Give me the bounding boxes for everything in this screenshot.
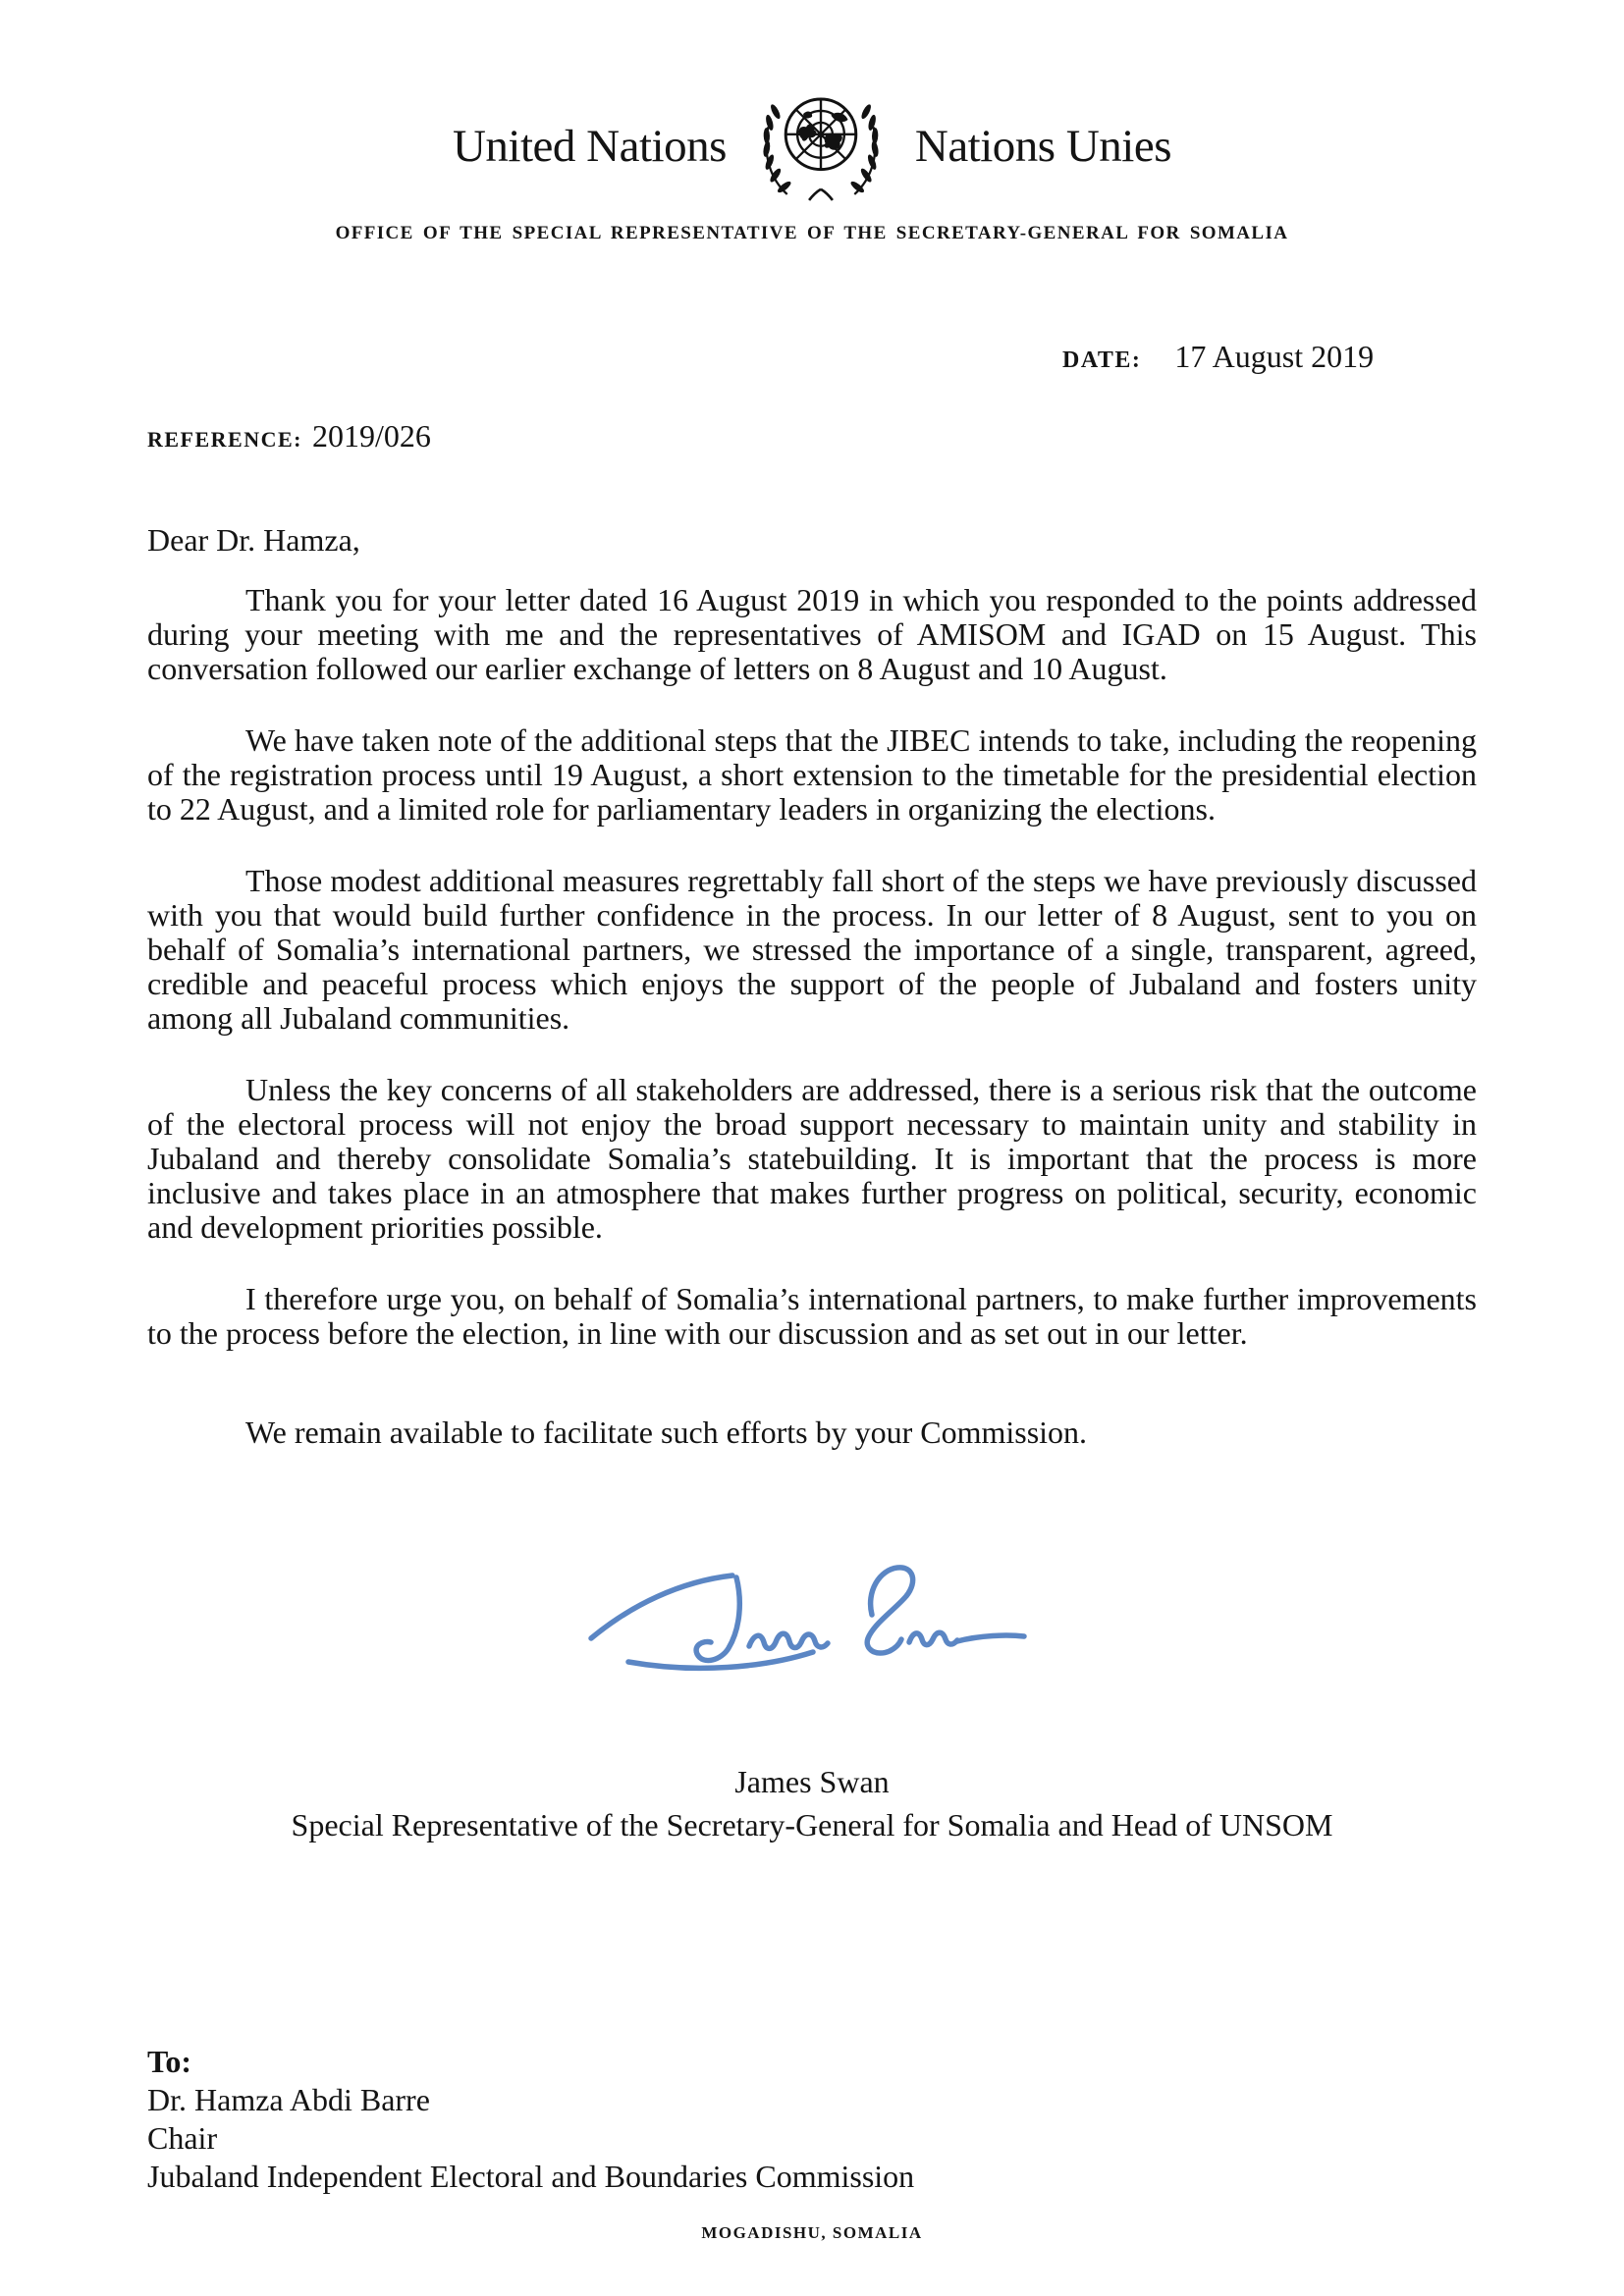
un-emblem-icon — [740, 84, 901, 209]
signer-title: Special Representative of the Secretary-General for Somalia and Head of UNSOM — [291, 1807, 1333, 1842]
reference-value: 2019/026 — [312, 418, 431, 454]
recipient-role: Chair — [147, 2120, 218, 2156]
reference-label: REFERENCE: — [147, 427, 303, 452]
signature-block — [147, 1536, 1477, 1683]
date-line — [147, 339, 1477, 375]
signer-name: James Swan — [734, 1764, 890, 1799]
date-label: DATE: — [1062, 347, 1142, 373]
recipient-organization: Jubaland Independent Electoral and Boundaries Commission — [147, 2159, 915, 2194]
recipient-label: To: — [147, 2044, 192, 2079]
reference-line — [147, 418, 1477, 454]
masthead — [147, 0, 1477, 209]
paragraph-6: We remain available to facilitate such efforts by your Commission. — [245, 1415, 1088, 1450]
paragraph-3: Those modest additional measures regrettably fall short of the steps we have previously discussed with you that would build further confidence in the process. In our letter of 8 August, sent to you on behalf of Somalia’s international partners, we stressed the importance of a single, transparent, agreed, credible and peaceful process which enjoys the support of the people of Jubaland and fosters unity among all Jubaland communities. — [147, 863, 1477, 1036]
paragraph-1: Thank you for your letter dated 16 August 2019 in which you responded to the points addressed during your meeting with me and the representatives of AMISOM and IGAD on 15 August. This conversation followed our earlier exchange of letters on 8 August and 10 August. — [147, 582, 1477, 686]
recipient-name: Dr. Hamza Abdi Barre — [147, 2082, 430, 2117]
paragraph-5: I therefore urge you, on behalf of Somalia’s international partners, to make further improvements to the process before the election, in line with our discussion and as set out in our letter. — [147, 1281, 1477, 1351]
org-title-english: United Nations — [452, 121, 727, 172]
paragraph-2: We have taken note of the additional steps that the JIBEC intends to take, including the reopening of the registration process until 19 August, a short extension to the timetable for the presidential election to 22 August, and a limited role for parliamentary leaders in organizing the elections. — [147, 722, 1477, 827]
paragraph-4: Unless the key concerns of all stakeholders are addressed, there is a serious risk that the outcome of the electoral process will not enjoy the broad support necessary to maintain unity and stability in Jubaland and thereby consolidate Somalia’s statebuilding. It is important that the process is more inclusive and takes place in an atmosphere that makes further progress on political, security, economic and development priorities possible. — [147, 1072, 1477, 1245]
salutation: Dear Dr. Hamza, — [147, 522, 360, 558]
handwritten-signature — [577, 1536, 1039, 1683]
date-value: 17 August 2019 — [1174, 339, 1375, 374]
office-line: OFFICE OF THE SPECIAL REPRESENTATIVE OF THE SECRETARY-GENERAL FOR SOMALIA — [335, 223, 1289, 243]
org-title-french: Nations Unies — [914, 121, 1171, 172]
footer-location: MOGADISHU, SOMALIA — [701, 2223, 923, 2242]
recipient-block — [147, 2043, 1477, 2196]
